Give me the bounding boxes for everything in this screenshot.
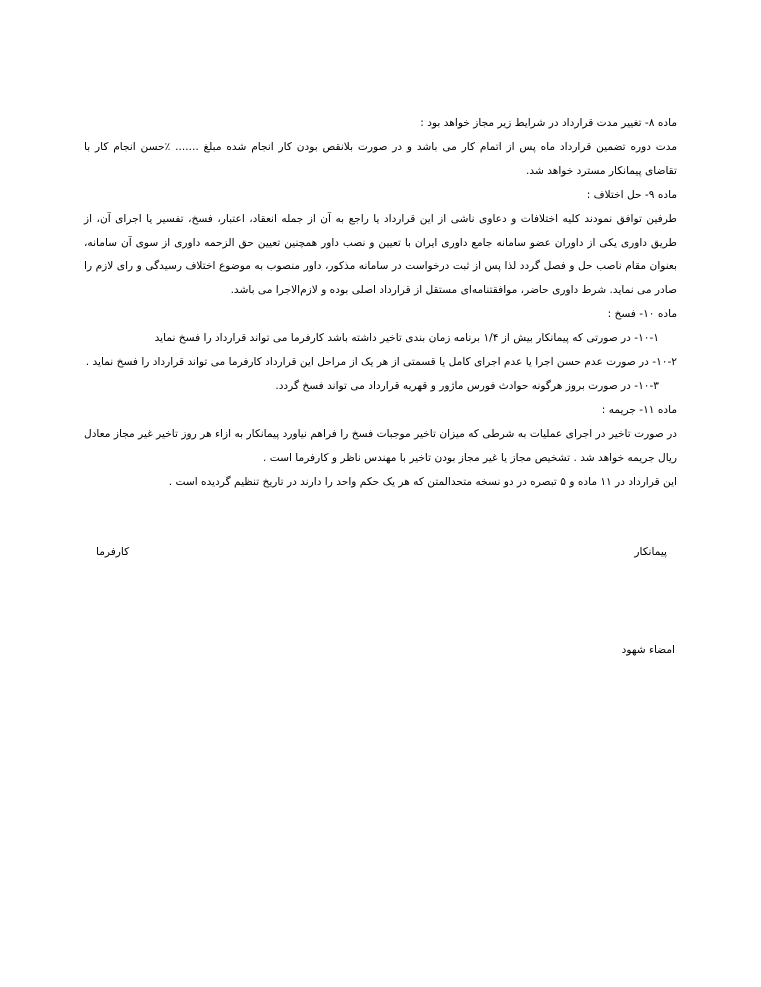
article-10-clause-2: ۱۰-۲- در صورت عدم حسن اجرا یا عدم اجرای کامل یا قسمتی از هر یک از مراحل این قرارداد کارفرما می تواند قرارداد را فسخ نماید . — [85, 356, 677, 369]
article-9-heading: ماده ۹- حل اختلاف : — [586, 188, 677, 201]
article-8-heading: ماده ۸- تغییر مدت قرارداد در شرایط زیر مجاز خواهد بود : — [420, 117, 677, 129]
article-11-heading: ماده ۱۱- جریمه : — [601, 403, 677, 416]
article-10-heading: ماده ۱۰- فسخ : — [607, 308, 677, 321]
employer-signature-label: کارفرما — [96, 546, 130, 558]
contractor-signature-label: پیمانکار — [634, 546, 667, 558]
article-11-body: در صورت تاخیر در اجرای عملیات به شرطی که میزان تاخیر موجبات فسخ را فراهم نیاورد پیمانکار به ازاء هر روز تاخیر غیر مجاز معادل ریال جریمه خواهد شد . تشخیص مجاز یا غیر مجاز بودن تاخیر با مهندس ناظر و کارفرما است . — [84, 427, 677, 464]
closing-statement: این قرارداد در ۱۱ ماده و ۵ تبصره در دو نسخه متحدالمتن که هر یک حکم واحد را دارند در تاریخ تنظیم گردیده است . — [168, 475, 677, 488]
article-8-body: مدت دوره تضمین قرارداد ماه پس از اتمام کار می باشد و در صورت بلانقص بودن کار انجام شده مبلغ ....... ٪حسن انجام کار با تقاضای پیمانکار مسترد خواهد شد. — [84, 140, 677, 177]
article-10-clause-3: ۱۰-۳- در صورت بروز هرگونه حوادث فورس ماژور و قهریه قرارداد می تواند فسخ گردد. — [275, 379, 659, 392]
contract-body — [84, 112, 677, 495]
article-10-clause-1: ۱۰-۱- در صورتی که پیمانکار بیش از ۱/۴ برنامه زمان بندی تاخیر داشته باشد کارفرما می تواند قرارداد را فسخ نماید — [154, 332, 659, 345]
witnesses-signature-label: امضاء شهود — [621, 644, 675, 656]
article-9-body: طرفین توافق نمودند کلیه اختلافات و دعاوی ناشی از این قرارداد یا راجع به آن از جمله انعقاد، اعتبار، فسخ، تفسیر یا اجرای آن، از طریق داوری یکی از داوران عضو سامانه جامع داوری ایران با تعیین و نصب داور همچنین تعیین حق الزحمه داوری از سوی آن سامانه، بعنوان مقام ناصب حل و فصل گردد لذا پس از ثبت درخواست در سامانه مذکور، داور منصوب به موضوع اختلاف رسیدگی و رای لازم را صادر می نماید. شرط داوری حاضر، موافقتنامه‌ای مستقل از قرارداد اصلی بوده و لازم‌الاجرا می باشد. — [84, 212, 677, 297]
